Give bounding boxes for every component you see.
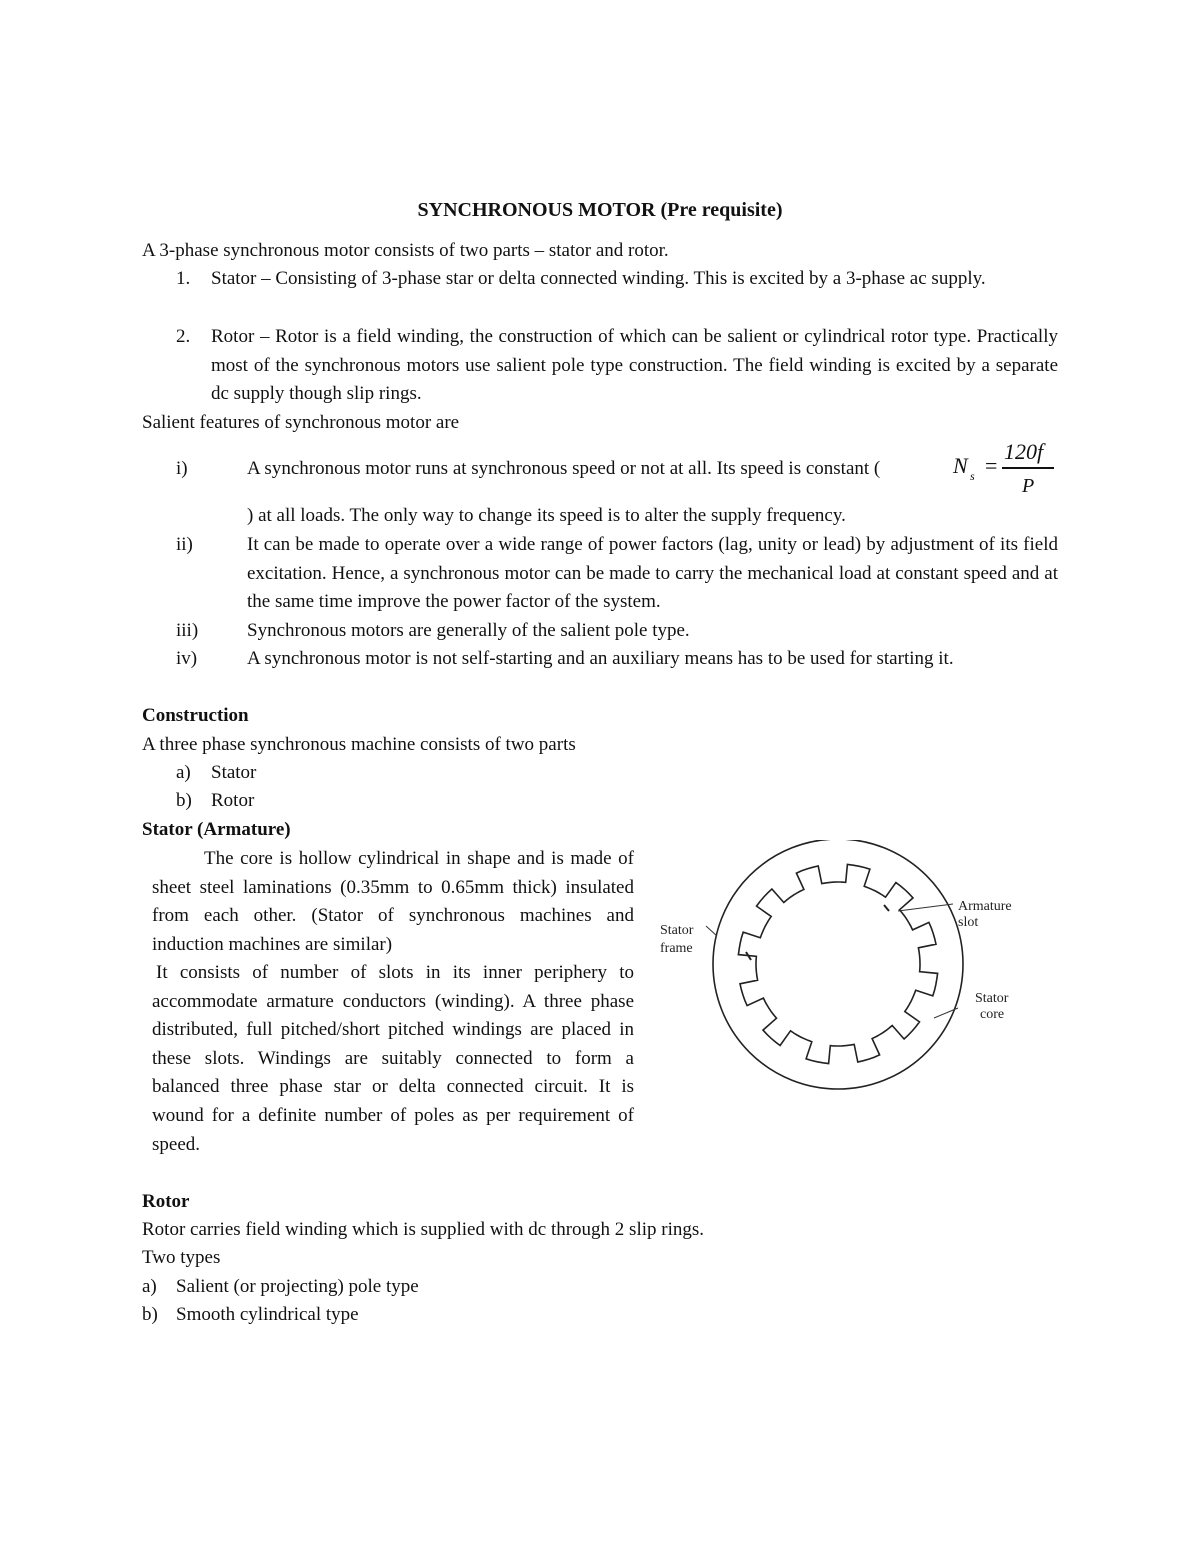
page-title: SYNCHRONOUS MOTOR (Pre requisite)	[417, 199, 783, 221]
feature-number: iv)	[176, 648, 198, 669]
armature-slot-label: Armature	[958, 899, 1012, 914]
fraction-bar	[1002, 467, 1054, 469]
formula-numerator: 120f	[1004, 439, 1044, 464]
construction-item-stator: Stator	[211, 762, 257, 783]
stator-core-leader	[934, 1008, 958, 1018]
list-number: a)	[176, 762, 191, 783]
formula-subscript: s	[970, 469, 975, 483]
formula-denominator: P	[1022, 475, 1035, 497]
rotor-heading: Rotor	[142, 1191, 190, 1212]
list-number: b)	[142, 1304, 158, 1325]
list-item-stator: Stator – Consisting of 3-phase star or delta connected winding. This is excited by a 3-phase ac supply.	[211, 268, 986, 289]
construction-intro: A three phase synchronous machine consists of two parts	[142, 734, 576, 755]
stator-frame-label: frame	[660, 941, 693, 956]
intro-paragraph: A 3-phase synchronous motor consists of two parts – stator and rotor.	[142, 240, 669, 261]
list-item-rotor: Rotor – Rotor is a field winding, the construction of which can be salient or cylindrical rotor type. Practically most of the synchronous motors use salient pole type construction. The field winding is excited by a separate dc supply though slip rings.	[211, 326, 1058, 405]
stator-core-label: core	[980, 1007, 1005, 1022]
armature-slot-leader	[898, 904, 953, 911]
feature-iii-text: Synchronous motors are generally of the salient pole type.	[247, 620, 690, 641]
stator-core-outline	[738, 864, 937, 1063]
formula-lhs: N	[953, 453, 968, 478]
stator-heading: Stator (Armature)	[142, 819, 291, 840]
feature-iv-text: A synchronous motor is not self-starting and an auxiliary means has to be used for starting it.	[247, 648, 954, 669]
feature-i-text-part1: A synchronous motor runs at synchronous speed or not at all. Its speed is constant (	[247, 458, 881, 479]
rotor-type-salient: Salient (or projecting) pole type	[176, 1276, 419, 1297]
stator-core-slots	[738, 864, 937, 1063]
armature-slot-label: slot	[958, 915, 979, 930]
stator-paragraph-1: The core is hollow cylindrical in shape and is made of sheet steel laminations (0.35mm to 0.65mm thick) insulated from each other. (Stator of synchronous machines and induction machines are similar)	[152, 848, 634, 955]
list-number: a)	[142, 1276, 157, 1297]
list-number: 2.	[176, 326, 191, 347]
feature-number: i)	[176, 458, 188, 479]
stator-core-label: Stator	[975, 991, 1009, 1006]
list-number: 1.	[176, 268, 191, 289]
feature-number: ii)	[176, 534, 193, 555]
stator-frame-leader	[706, 926, 717, 936]
formula-equals: =	[985, 453, 998, 478]
stator-paragraph-2: It consists of number of slots in its inner periphery to accommodate armature conductors (winding). A three phase distributed, full pitched/short pitched windings are placed in these slots. Windings are suitably connected to form a balanced three phase star or delta connected circuit. It is wound for a definite number of poles as per requirement of speed.	[152, 962, 634, 1155]
rotor-types-heading: Two types	[142, 1247, 221, 1268]
stator-diagram	[650, 840, 1040, 1120]
rotor-text: Rotor carries field winding which is supplied with dc through 2 slip rings.	[142, 1219, 705, 1240]
rotor-type-cylindrical: Smooth cylindrical type	[176, 1304, 359, 1325]
stator-frame-label: Stator	[660, 923, 694, 938]
features-heading: Salient features of synchronous motor are	[142, 412, 460, 433]
feature-number: iii)	[176, 620, 199, 641]
feature-ii-text: It can be made to operate over a wide range of power factors (lag, unity or lead) by adjustment of its field excitation. Hence, a synchronous motor can be made to carry the mechanical load at constant speed and at the same time improve the power factor of the system.	[247, 534, 1058, 613]
construction-item-rotor: Rotor	[211, 790, 255, 811]
feature-i-text-part2: ) at all loads. The only way to change its speed is to alter the supply frequency.	[247, 505, 846, 526]
construction-heading: Construction	[142, 705, 249, 726]
stator-frame-outline	[713, 840, 963, 1089]
list-number: b)	[176, 790, 192, 811]
